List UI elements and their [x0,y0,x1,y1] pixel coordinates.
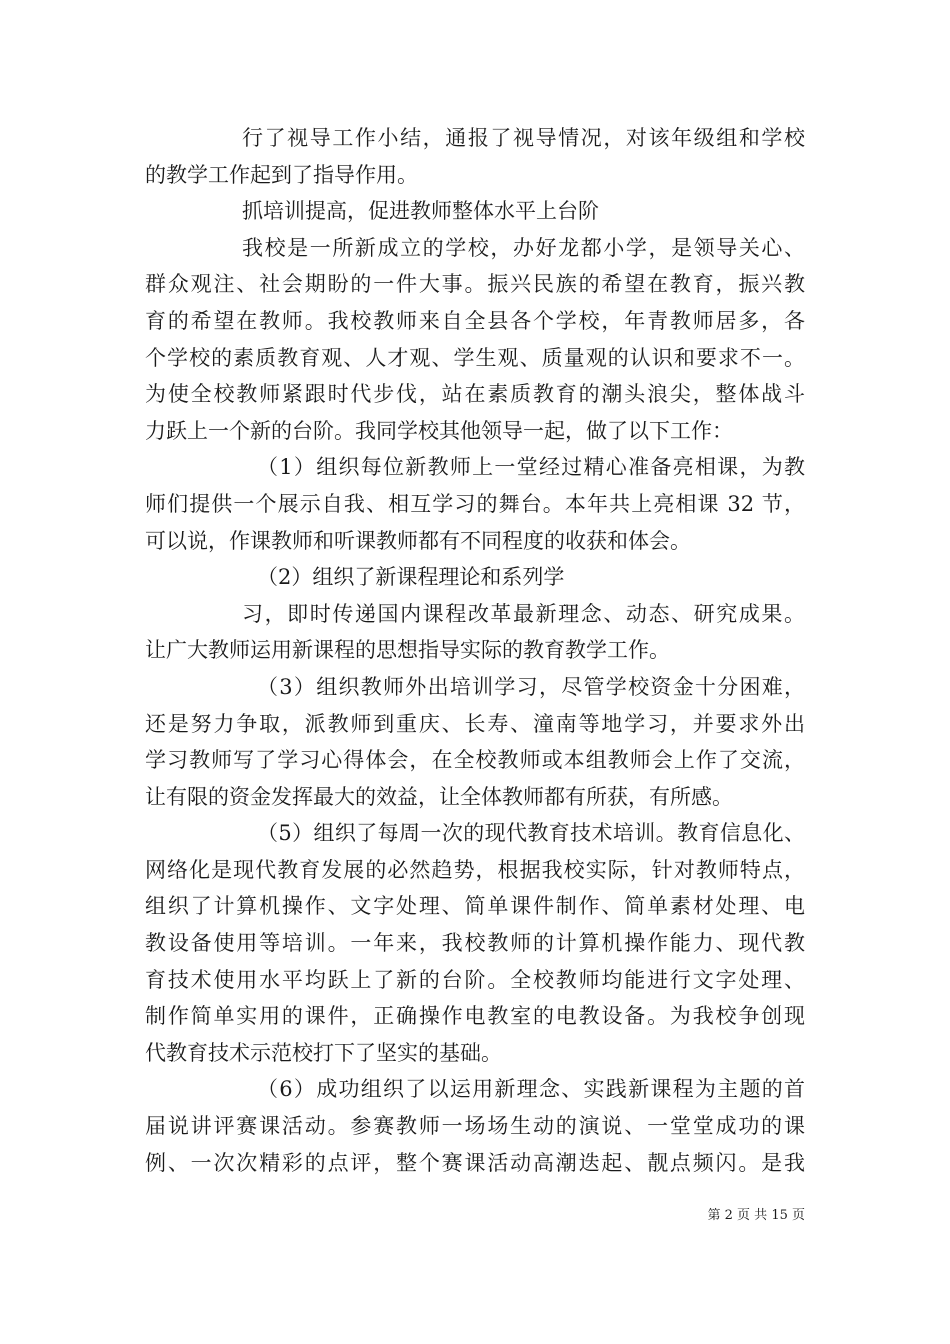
text-line: 还是努力争取，派教师到重庆、长寿、潼南等地学习，并要求外出 [145,711,805,736]
text-line: 师们提供一个展示自我、相互学习的舞台。本年共上亮相课 32 节， [145,491,805,516]
text-line: 我校是一所新成立的学校，办好龙都小学，是领导关心、 [242,235,805,260]
text-line: 教设备使用等培训。一年来，我校教师的计算机操作能力、现代教 [145,931,805,956]
text-line: 个学校的素质教育观、人才观、学生观、质量观的认识和要求不一。 [145,345,805,370]
text-line: 力跃上一个新的台阶。我同学校其他领导一起，做了以下工作： [145,418,733,443]
text-line: （6）成功组织了以运用新理念、实践新课程为主题的首 [257,1077,805,1102]
text-line: 可以说，作课教师和听课教师都有不同程度的收获和体会。 [145,528,691,553]
text-line: 育的希望在教师。我校教师来自全县各个学校，年青教师居多，各 [145,308,805,333]
text-line: （1）组织每位新教师上一堂经过精心准备亮相课，为教 [257,455,805,480]
section-heading: 抓培训提高，促进教师整体水平上台阶 [242,199,599,224]
text-line: 学习教师写了学习心得体会，在全校教师或本组教师会上作了交流， [145,748,805,773]
page-number: 第 2 页 共 15 页 [707,1208,805,1223]
text-line: 制作简单实用的课件，正确操作电教室的电教设备。为我校争创现 [145,1004,805,1029]
text-line: 育技术使用水平均跃上了新的台阶。全校教师均能进行文字处理、 [145,967,805,992]
text-line: 例、一次次精彩的点评，整个赛课活动高潮迭起、靓点频闪。是我 [145,1150,805,1175]
text-line: 网络化是现代教育发展的必然趋势，根据我校实际，针对教师特点， [145,857,805,882]
text-line: 让广大教师运用新课程的思想指导实际的教育教学工作。 [145,638,670,663]
text-line: （3）组织教师外出培训学习，尽管学校资金十分困难， [257,674,805,699]
text-line: 让有限的资金发挥最大的效益，让全体教师都有所获，有所感。 [145,784,733,809]
text-line: 习，即时传递国内课程改革最新理念、动态、研究成果。 [242,601,805,626]
text-line: 为使全校教师紧跟时代步伐，站在素质教育的潮头浪尖，整体战斗 [145,382,805,407]
document-body [145,120,805,1181]
text-line: 届说讲评赛课活动。参赛教师一场场生动的演说、一堂堂成功的课 [145,1114,805,1139]
text-line: 组织了计算机操作、文字处理、简单课件制作、简单素材处理、电 [145,894,805,919]
text-line: 群众观注、社会期盼的一件大事。振兴民族的希望在教育，振兴教 [145,272,805,297]
text-line: （5）组织了每周一次的现代教育技术培训。教育信息化、 [257,821,805,846]
text-line: 行了视导工作小结，通报了视导情况，对该年级组和学校 [242,126,805,150]
text-line: 代教育技术示范校打下了坚实的基础。 [145,1040,502,1065]
text-line: （2）组织了新课程理论和系列学 [257,565,565,590]
text-line: 的教学工作起到了指导作用。 [145,162,418,187]
